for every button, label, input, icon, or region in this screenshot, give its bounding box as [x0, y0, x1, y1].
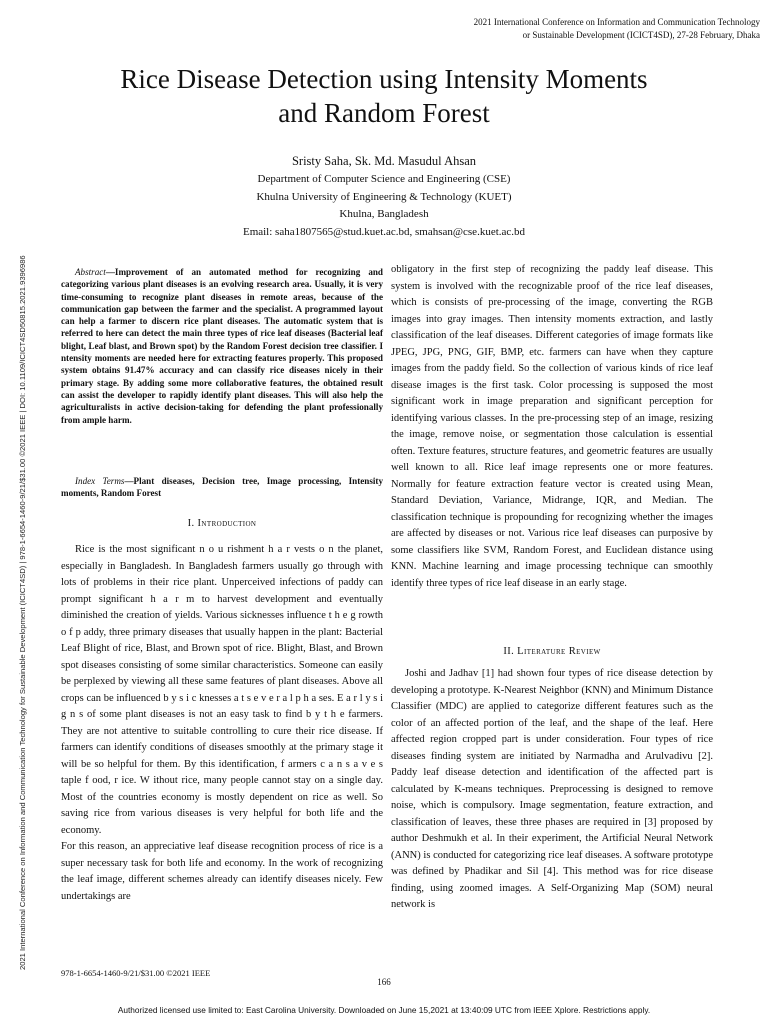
- email[interactable]: Email: saha1807565@stud.kuet.ac.bd, smahsan@cse.kuet.ac.bd: [242, 225, 526, 238]
- sidebar-citation: 2021 International Conference on Information and Communication Technology for Sustainable Development (ICICT4SD) | 978-1-6654-1460-9/21/$31.00 ©2021 IEEE | DOI: 10.1109/ICICT4SD50815.2021.9396986: [18, 255, 27, 970]
- index-terms: [61, 475, 383, 500]
- section-heading-literature-review: II. Literature Review: [503, 646, 601, 657]
- index-terms-text: —Plant diseases, Decision tree, Image processing, Intensity moments, Random Forest: [61, 476, 384, 499]
- abstract-label: Abstract: [75, 267, 106, 277]
- department: Department of Computer Science and Engineering (CSE): [257, 173, 511, 185]
- index-terms-label: Index Terms: [75, 476, 125, 486]
- lit-paragraph-1: Joshi and Jadhav [1] had shown four types of rice disease detection by developing a prototype. K-Nearest Neighbor (KNN) and Minimum Distance Classifier (MDC) are applied to categorize different features such as the color of an affected portion of the leaf, and the shape of the leaf. Here affected region cropped part is under consideration. Four types of rice diseases finding system are initiated by Narmadha and Arulvadivu [2]. Paddy leaf disease detection and identification of the affected part is calculated by K-means techniques. Preprocessing is designed to remove noise, which is compulsory. Image segmentation, feature extraction, and classification of leaves, these three phases are required in [3] proposed by author Deshmukh et al. In their experiment, the Artificial Neural Network (ANN) is conducted for categorizing rice leaf diseases. A software prototype was defined by Phadikar and Sil [4]. This method was for rice disease finding, using zoomed images. A Self-Organizing Map (SOM) neural network is: [391, 668, 713, 910]
- abstract: [61, 266, 383, 426]
- affiliation: [40, 171, 728, 241]
- paper-title: [40, 62, 728, 130]
- footer-copyright: 978-1-6654-1460-9/21/$31.00 ©2021 IEEE: [61, 968, 211, 978]
- authors: Sristy Saha, Sk. Md. Masudul Ahsan: [291, 154, 477, 168]
- conference-line-1: 2021 International Conference on Information and Communication Technology: [473, 17, 760, 27]
- right-paragraph-1: obligatory in the first step of recognizing the paddy leaf disease. This system is involved with the recognizable proof of the rice leaf diseases, which is consists of pre-processing of the image, converting the RGB images into gray images. Then intensity moments extraction, and lastly classification of the leaf diseases. Different categories of image formats like JPEG, JPG, PNG, GIF, BMP, etc. farmers can have when they capture images from the paddy field. So the collection of various kinds of rice leaf disease images is the first task. Color processing is supposed the most significant work in image preparation and significant perception for identifying various classes. In the pre-processing step of an image, resizing the image, remove noise, or segmentation those calculation is essential often. Texture features, structure features, and geometric features are usually well known to all. Rice leaf image represents one or more features. Normally for feature extraction feature vector is created using Mean, Standard Deviation, Variance, Midrange, IQR, and Median. The classification technique is propounding for recognizing whether the images are affected by diseases or not. Various rice leaf diseases can purposive by some classifiers like SVM, Random Forest, and Euclidean distance using KNN. Machine learning and image processing technique can smoothly identify three types of rice leaf disease in an early stage.: [391, 264, 713, 589]
- intro-paragraph-2: For this reason, an appreciative leaf disease recognition process of rice is a super necessary task for both life and economy. In the work of recognizing the leaf image, different schemes already can identify diseases nicely. Few undertakings are: [61, 841, 383, 902]
- right-column-body: [391, 262, 713, 592]
- title-line-2: and Random Forest: [278, 98, 490, 128]
- abstract-text: —Improvement of an automated method for recognizing and categorizing various plant diseases is an evolving research area. Usually, it is very time-consuming to recognize plant diseases in remote areas, because of the communication gap between the farmer and the specialist. A programmed layout can help a farmer to discern rice plant diseases. The automatic system that is referred to here can detect the main three types of rice leaf diseases (Bacterial leaf blight, Leaf blast, and Brown spot) by the Random Forest decision tree classifier. I ntensity moments are needed here for extracting features properly. This proposed system obtains 91.47% accuracy and can classify rice diseases nicely in their primary stage. By adding some more collaborative features, the obtained result can assist the developer to rapidly identify plant diseases. This will also help the agriculturalists in active decision-taking for defending the plant professionally from ample harm.: [61, 267, 383, 425]
- title-line-1: Rice Disease Detection using Intensity Moments: [120, 64, 648, 94]
- introduction-body: [61, 542, 383, 905]
- page-number: 166: [377, 977, 391, 987]
- intro-paragraph-1: Rice is the most significant n o u rishment h a r vests o n the planet, especially in Bangladesh. In Bangladesh farmers usually go through with lots of problems in their rice plant. Unperceived infections of paddy can prompt significant h a r m to harvest development and eventually diminished the creation of yields. Various sicknesses influence t h e g rowth o f p addy, three primary diseases that usually happen in the plant: Bacterial Leaf Blight of rice, Blast, and Brown spot of rice. Blight, Blast, and Brown spot diseases consisting of some similar characteristics. Someone can easily be perplexed by viewing all these same features of plant diseases. Above all crops can be influenced b y s i c knesses a t s e v e r a l p h a ses. E a r l y s i g n s of some plant diseases is not an easy task to find b y t h e farmers. They are not attentive to suitable controlling to cure their rice disease. If farmers can identify conditions of diseases smoothly at the primary stage it will be so helpful for them. By this identification, f armers c a n s a v e s taple f ood, r ice. W ithout rice, many people cannot stay on a single day. Most of the countries economy is mostly dependent on rice as well. So saving rice from various diseases is very helpful for both life and the economy.: [61, 544, 383, 836]
- literature-review-body: [391, 666, 713, 914]
- conference-header: [474, 16, 760, 41]
- location: Khulna, Bangladesh: [339, 208, 429, 220]
- section-heading-introduction: I. Introduction: [187, 518, 257, 529]
- university: Khulna University of Engineering & Technology (KUET): [256, 190, 512, 203]
- license-notice: Authorized licensed use limited to: East Carolina University. Downloaded on June 15,2021 at 13:40:09 UTC from IEEE Xplore. Restrictions apply.: [117, 1005, 651, 1015]
- conference-line-2: or Sustainable Development (ICICT4SD), 27-28 February, Dhaka: [522, 29, 760, 40]
